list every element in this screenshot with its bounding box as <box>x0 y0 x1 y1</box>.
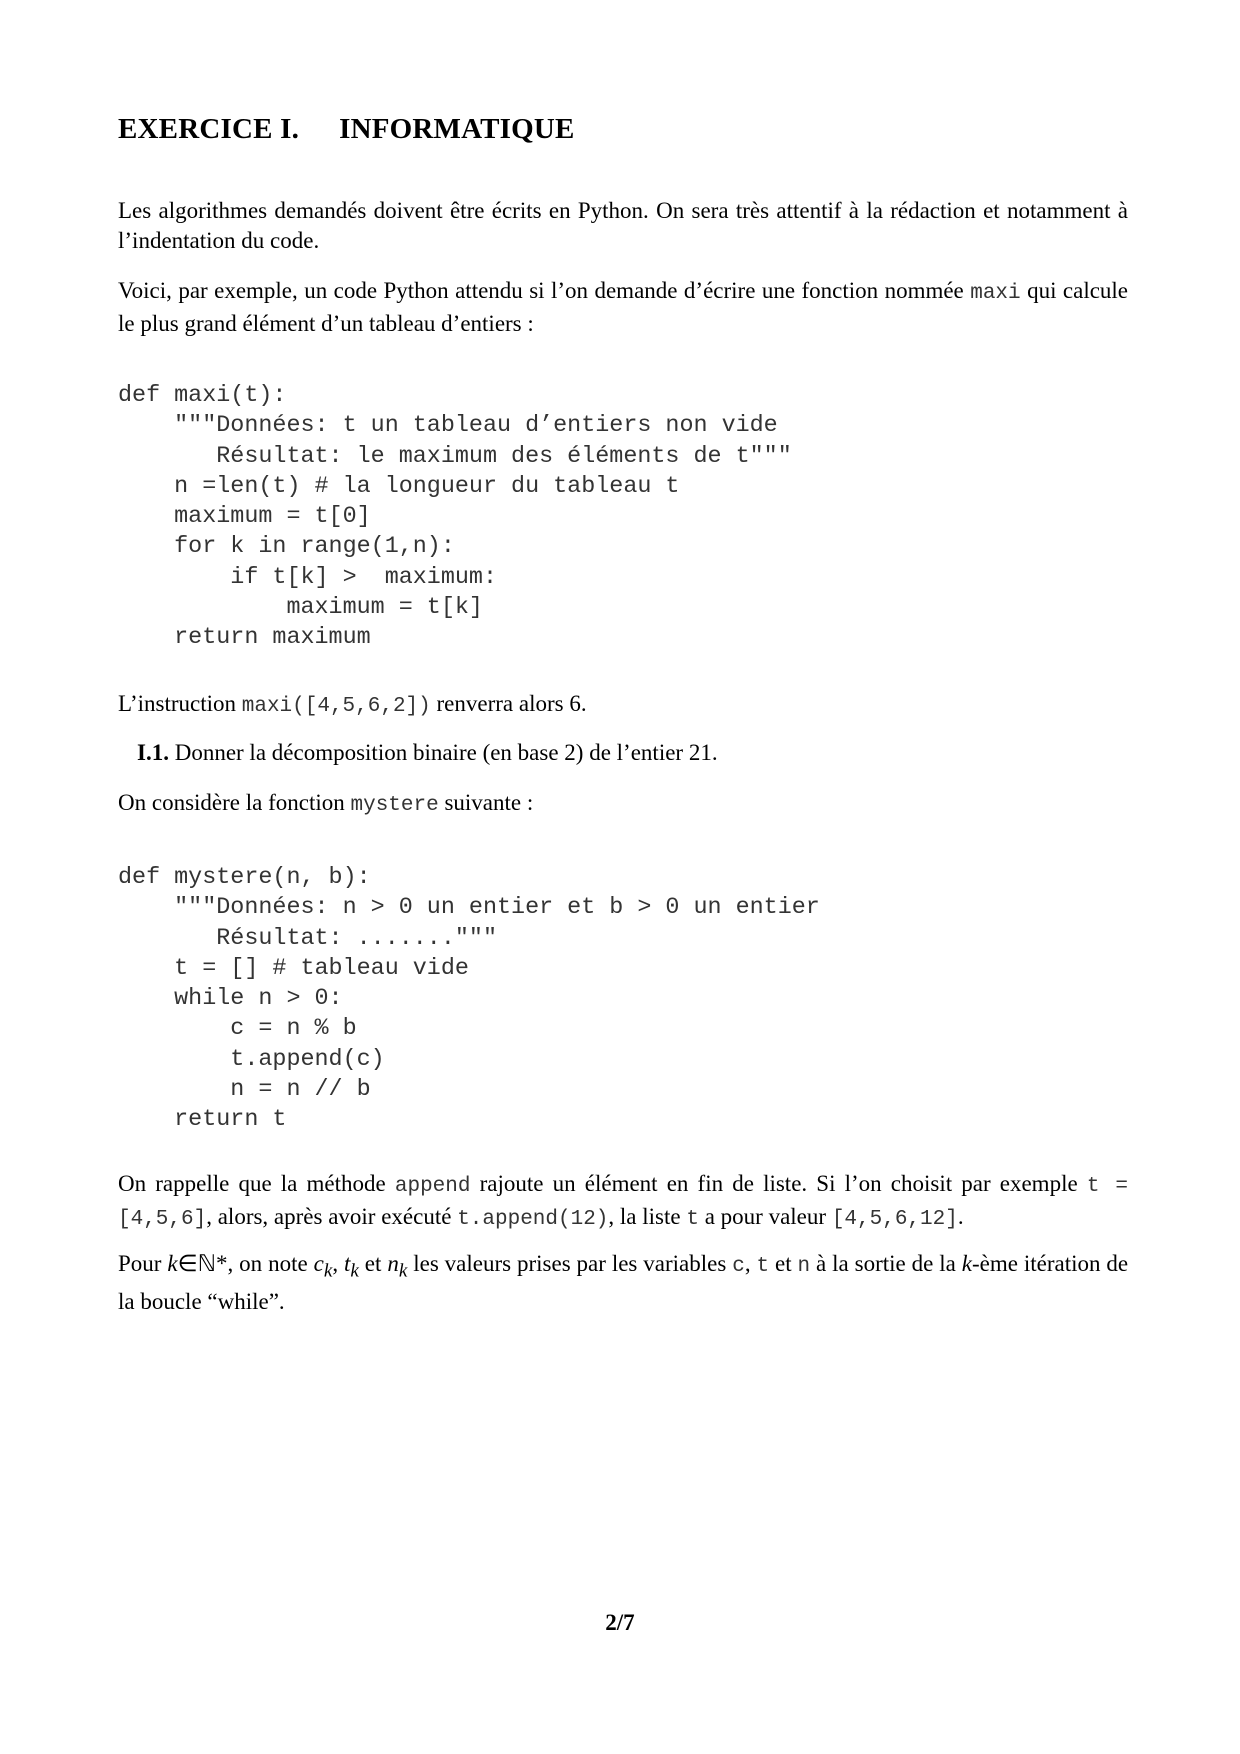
math-sub-k-c: k <box>323 1260 333 1282</box>
notation-et-2: et <box>774 1251 792 1276</box>
notation-comma-2: , <box>744 1251 751 1276</box>
append-note-text-3: , alors, après avoir exécuté <box>206 1204 452 1229</box>
notation-paragraph <box>118 1249 1128 1317</box>
exercise-subject: INFORMATIQUE <box>339 113 575 145</box>
question-1-text: Donner la décomposition binaire (en base 2) de l’entier 21. <box>174 740 718 765</box>
mystere-intro-before: On considère la fonction <box>118 790 345 815</box>
notation-comma-1: , <box>332 1251 339 1276</box>
example-text-before: Voici, par exemple, un code Python attendu si l’on demande d’écrire une fonction nommée <box>118 278 964 303</box>
inline-code-t-append: t.append(12) <box>457 1208 609 1231</box>
append-note-text-2: rajoute un élément en fin de liste. Si l’on choisit par exemple <box>479 1171 1078 1196</box>
math-c: c <box>313 1251 324 1276</box>
notation-text-1: Pour <box>118 1251 162 1276</box>
notation-text-2: , on note <box>227 1251 308 1276</box>
example-paragraph <box>118 276 1128 339</box>
instruction-text-before: L’instruction <box>118 691 236 716</box>
question-1-label: I.1. <box>137 740 169 765</box>
page-number: 2/7 <box>605 1610 635 1635</box>
intro-paragraph: Les algorithmes demandés doivent être écrits en Python. On sera très attentif à la rédaction et notamment à l’indentation du code. <box>118 198 1128 253</box>
append-note-text-4: , la liste <box>608 1204 681 1229</box>
math-k-2: k <box>961 1251 972 1276</box>
notation-text-5: -ème itération de la boucle “while”. <box>118 1251 1129 1314</box>
inline-code-c: c <box>732 1255 745 1278</box>
math-t: t <box>343 1251 351 1276</box>
mystere-intro-after: suivante : <box>444 790 534 815</box>
append-note-paragraph <box>118 1169 1128 1235</box>
inline-code-list-value: [4,5,6,12] <box>831 1208 958 1231</box>
question-1 <box>137 738 1127 768</box>
inline-code-maxi-call: maxi([4,5,6,2]) <box>241 695 431 718</box>
math-in-naturals: ∈ℕ* <box>177 1251 228 1276</box>
math-n: n <box>387 1251 399 1276</box>
notation-text-3: les valeurs prises par les variables <box>413 1251 727 1276</box>
inline-code-t: t <box>686 1208 699 1231</box>
notation-text-4: à la sortie de la <box>816 1251 956 1276</box>
inline-code-maxi: maxi <box>970 282 1021 305</box>
append-note-period: . <box>957 1204 964 1229</box>
exercise-number: EXERCICE I. <box>118 113 300 145</box>
inline-code-t-var: t <box>756 1255 770 1278</box>
inline-code-mystere: mystere <box>350 794 439 817</box>
append-note-text-5: a pour valeur <box>704 1204 827 1229</box>
mystere-intro-paragraph <box>118 788 1128 821</box>
inline-code-append: append <box>394 1175 471 1198</box>
instruction-text-after: renverra alors 6. <box>436 691 587 716</box>
math-sub-k-n: k <box>398 1260 408 1282</box>
append-note-text-1: On rappelle que la méthode <box>118 1171 386 1196</box>
inline-code-n: n <box>797 1255 811 1278</box>
notation-et-1: et <box>364 1251 382 1276</box>
instruction-paragraph <box>118 689 1128 722</box>
code-block-maxi: def maxi(t): """Données: t un tableau d’entiers non vide Résultat: le maximum des éléments de t""" n =len(t) # la longueur du tableau t maximum = t[0] for k in range(1,n): if t[k] > maximum: maximum = t[k] return maximum <box>118 383 792 652</box>
math-k: k <box>167 1251 178 1276</box>
math-sub-k-t: k <box>350 1260 359 1282</box>
exercise-title <box>118 113 575 146</box>
inline-code-t-assign: t = [4,5,6] <box>118 1175 1129 1231</box>
code-block-mystere: def mystere(n, b): """Données: n > 0 un entier et b > 0 un entier Résultat: .......""" t = [] # tableau vide while n > 0: c = n % b t.append(c) n = n // b return t <box>118 865 820 1134</box>
example-text-after: qui calcule le plus grand élément d’un tableau d’entiers : <box>118 278 1129 336</box>
